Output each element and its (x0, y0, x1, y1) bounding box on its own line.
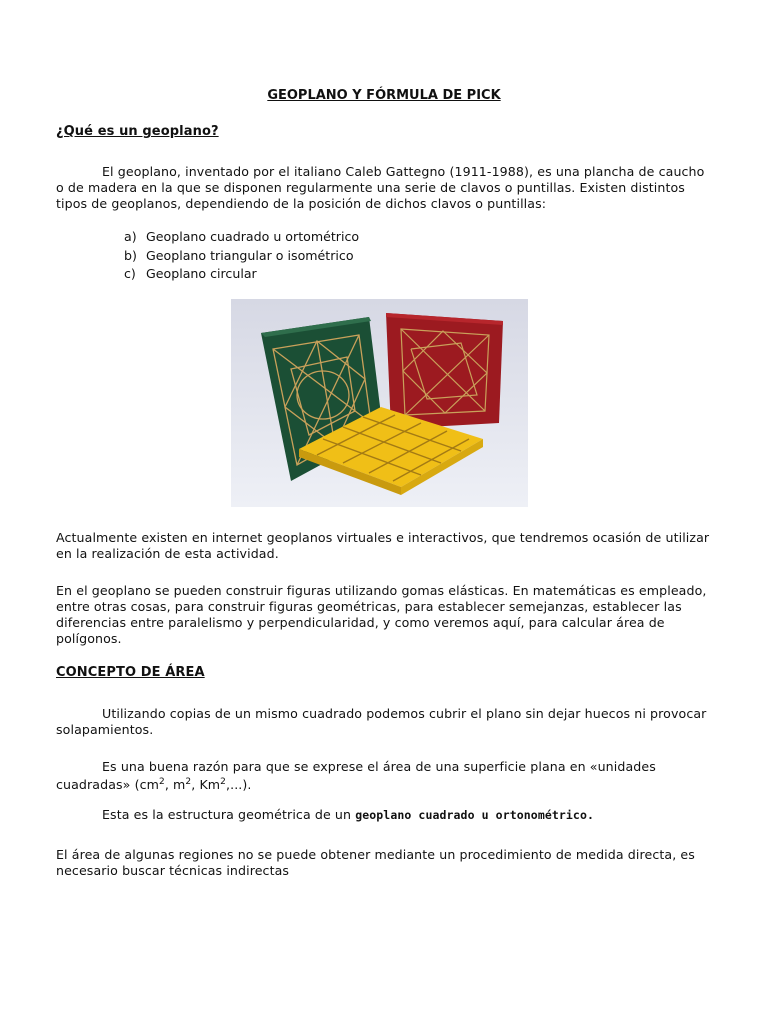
geoplano-types-list (124, 228, 359, 284)
intro-text: El geoplano, inventado por el italiano Caleb Gattegno (1911-1988), es una plancha de caucho o de madera en la que se disponen regularmente una serie de clavos o puntillas. Existen distintos tipos de geoplanos, dependiendo de la posición de dichos clavos o puntillas: (56, 164, 705, 211)
list-text: Geoplano circular (146, 266, 257, 281)
intro-paragraph (56, 164, 716, 212)
indirect-area-paragraph: El área de algunas regiones no se puede obtener mediante un procedimiento de medida directa, es necesario buscar técnicas indirectas (56, 847, 695, 878)
units-text-a: Es una buena razón para que se exprese el área de una superficie plana en «unidades cuadradas» (cm (56, 759, 656, 792)
list-text: Geoplano triangular o isométrico (146, 247, 354, 263)
uses-paragraph: En el geoplano se pueden construir figuras utilizando gomas elásticas. En matemáticas es empleado, entre otras cosas, para construir figuras geométricas, para establecer semejanzas, establecer las diferencias entre paralelismo y perpendicularidad, y como veremos aquí, para calcular área de polígonos. (56, 583, 707, 646)
units-text-b: , m (164, 777, 186, 792)
units-text-c: , Km (191, 777, 221, 792)
red-geoplane-image (386, 313, 503, 429)
area-paragraph-2 (56, 758, 716, 794)
list-item (124, 228, 359, 247)
list-marker: c) (124, 266, 136, 281)
structure-text: Esta es la estructura geométrica de un (102, 807, 356, 822)
superscript: 2 (185, 776, 192, 787)
list-marker: a) (124, 229, 137, 244)
list-marker: b) (124, 247, 137, 263)
structure-bold-text: geoplano cuadrado u ortonométrico. (355, 808, 595, 822)
list-text: Geoplano cuadrado u ortométrico (146, 229, 360, 244)
section-heading-area: CONCEPTO DE ÁREA (56, 665, 205, 680)
structure-paragraph (56, 807, 716, 823)
list-item (124, 247, 359, 266)
area-paragraph-1-text: Utilizando copias de un mismo cuadrado podemos cubrir el plano sin dejar huecos ni provocar solapamientos. (56, 706, 707, 737)
superscript: 2 (159, 776, 165, 787)
geoplanes-photo (231, 299, 528, 507)
area-paragraph-1 (56, 706, 716, 738)
list-item (124, 265, 359, 284)
page-title: GEOPLANO Y FÓRMULA DE PICK (267, 88, 501, 103)
units-text-d: ,...). (226, 777, 252, 792)
section-heading-geoplano: ¿Qué es un geoplano? (56, 124, 219, 139)
superscript: 2 (220, 776, 226, 787)
virtual-geoplanes-paragraph: Actualmente existen en internet geoplanos virtuales e interactivos, que tendremos ocasión de utilizar en la realización de esta actividad. (56, 530, 710, 561)
